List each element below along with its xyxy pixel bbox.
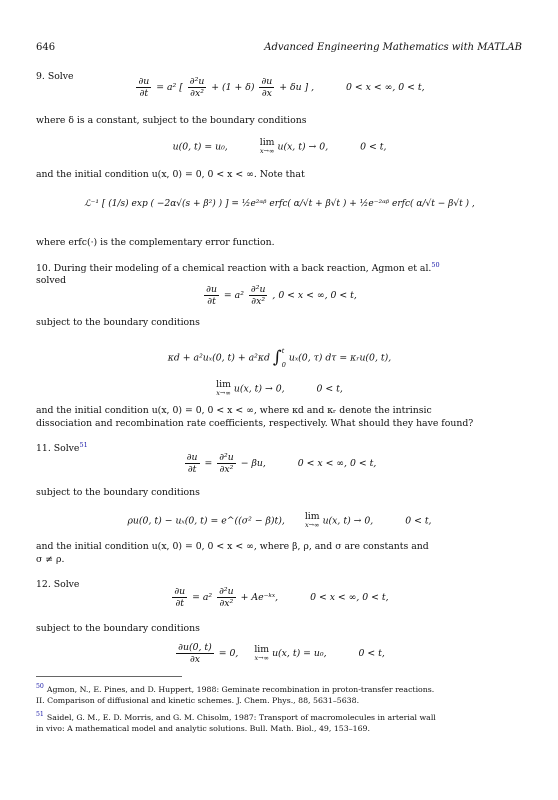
denominator: ∂x² <box>251 296 266 307</box>
problem-11-text-subject: subject to the boundary conditions <box>36 487 200 498</box>
limit <box>260 138 275 156</box>
problem-9-laplace <box>36 198 523 211</box>
footnote-50-line-1: Agmon, N., E. Pines, and D. Huppert, 1988: Geminate recombination in proton-transfer reactions. <box>46 685 435 694</box>
limit <box>254 645 269 663</box>
footnote-51 <box>36 712 523 734</box>
laplace-right: = ½e²ᵅᵝ erfc( α/√t + β√t ) + ½e⁻²ᵅᵝ erfc( α/√t − β√t ) , <box>231 199 475 209</box>
frac <box>176 642 214 665</box>
problem-10-text-subject: subject to the boundary conditions <box>36 317 200 328</box>
frac <box>136 76 151 99</box>
numerator: ∂u <box>174 586 186 597</box>
running-title: Advanced Engineering Mathematics with MATLAB <box>264 42 522 53</box>
lim-word: lim <box>254 643 270 655</box>
bc-term: 0 < t, <box>405 515 432 527</box>
bc-term: 0 < t, <box>360 141 387 153</box>
denominator: ∂x² <box>219 598 234 609</box>
problem-12-equation <box>36 586 523 612</box>
bc-term: u(x, t) → 0, <box>277 141 329 153</box>
footnote-mark-50: 50 <box>36 683 44 691</box>
eq-term: = a² <box>223 290 244 301</box>
lim-sub: x→∞ <box>304 521 320 529</box>
eq-term: − βu, <box>240 458 266 469</box>
eq-term: = <box>204 458 213 469</box>
eq-term: = a² [ <box>156 82 183 93</box>
bc-term: κd + a²uₓ(0, t) + a²κd <box>167 352 270 364</box>
limit <box>305 512 320 530</box>
footnote-ref-50[interactable]: 50 <box>431 260 440 269</box>
problem-10-text-ic-1: and the initial condition u(x, 0) = 0, 0 < x < ∞, where κd and κᵣ denote the intrinsic <box>36 405 432 416</box>
numerator: ∂u(0, t) <box>178 642 212 653</box>
frac <box>204 284 219 307</box>
problem-10-equation <box>36 284 523 310</box>
denominator: ∂x <box>261 88 272 99</box>
problem-9-text-erfc: where erfc(·) is the complementary error function. <box>36 237 275 248</box>
problem-10-bc2 <box>36 380 523 398</box>
bc-term: 0 < t, <box>316 383 343 395</box>
bc-term: u(x, t) → 0, <box>233 383 285 395</box>
frac <box>259 76 274 99</box>
denominator: ∂x² <box>190 88 204 99</box>
limit <box>216 380 231 398</box>
eq-domain: , 0 < x < ∞, 0 < t, <box>272 290 357 301</box>
numerator: ∂²u <box>219 452 234 463</box>
lim-sub: x→∞ <box>259 147 275 155</box>
lim-word: lim <box>259 137 275 148</box>
eq-term: + (1 + δ) <box>211 82 255 93</box>
bc-term: u(x, t) → 0, <box>322 515 374 527</box>
problem-12-boundary <box>36 642 523 668</box>
frac <box>188 76 207 99</box>
problem-10-bc1 <box>36 344 523 372</box>
lim-sub: x→∞ <box>254 653 269 662</box>
denominator: ∂t <box>139 88 149 99</box>
lim-word: lim <box>304 511 320 522</box>
bc-term: u(x, t) = u₀, <box>272 648 327 659</box>
problem-11-text-ic-2: σ ≠ ρ. <box>36 554 65 565</box>
numerator: ∂u <box>138 76 150 87</box>
integral-limits <box>282 344 286 372</box>
numerator: ∂²u <box>189 76 205 87</box>
eq-domain: 0 < x < ∞, 0 < t, <box>310 592 389 603</box>
eq-term: = a² <box>192 592 213 603</box>
page-number: 646 <box>36 42 56 53</box>
frac <box>185 452 200 475</box>
eq-domain: 0 < x < ∞, 0 < t, <box>297 458 377 469</box>
denominator: ∂x <box>189 654 201 665</box>
laplace-left: ℒ⁻¹ [ (1/s) exp ( −2α√(s + β²) ) ] <box>84 199 229 209</box>
numerator: ∂u <box>186 452 198 463</box>
problem-9-boundary <box>36 138 523 156</box>
problem-9-text-where: where δ is a constant, subject to the boundary conditions <box>36 115 307 126</box>
problem-11-intro: 11. Solve <box>36 443 80 454</box>
frac <box>217 586 236 609</box>
bc-term: = 0, <box>218 648 239 659</box>
problem-10-intro: 10. During their modeling of a chemical reaction with a back reaction, Agmon et al. <box>36 263 432 274</box>
numerator: ∂²u <box>250 284 266 295</box>
lim-word: lim <box>216 379 231 390</box>
footnote-50-line-2: II. Comparison of diffusional and kinetic schemes. J. Chem. Phys., 88, 5631–5638. <box>36 696 360 705</box>
int-upper: t <box>281 347 285 355</box>
lim-sub: x→∞ <box>216 389 231 397</box>
problem-9-label: 9. Solve <box>36 71 74 82</box>
eq-term: + Ae⁻ᵏˣ, <box>240 592 279 603</box>
problem-12-label: 12. Solve <box>36 579 80 590</box>
footnote-51-line-2: in vivo: A mathematical model and analytic solutions. Bull. Math. Biol., 49, 153–169. <box>36 724 370 733</box>
int-lower: 0 <box>281 361 286 369</box>
eq-term: + δu ] , <box>279 82 315 93</box>
denominator: ∂t <box>175 598 185 609</box>
numerator: ∂u <box>261 76 273 87</box>
problem-12-text-subject: subject to the boundary conditions <box>36 623 200 634</box>
frac <box>217 452 236 475</box>
denominator: ∂t <box>207 296 216 307</box>
footnote-rule <box>36 676 182 677</box>
eq-domain: 0 < x < ∞, 0 < t, <box>346 82 425 93</box>
problem-9-equation <box>36 76 523 102</box>
bc-term: u(0, t) = u₀, <box>172 141 228 153</box>
problem-11-boundary <box>36 512 523 530</box>
page-header <box>36 42 522 56</box>
problem-10-text-ic-2: dissociation and recombination rate coefficients, respectively. What should they have found? <box>36 418 474 429</box>
numerator: ∂u <box>206 284 217 295</box>
frac <box>249 284 268 307</box>
denominator: ∂x² <box>219 464 234 475</box>
bc-term: uₓ(0, τ) dτ = κᵣu(0, t), <box>288 352 392 364</box>
frac <box>172 586 187 609</box>
bc-term: 0 < t, <box>358 648 385 659</box>
problem-9-text-ic: and the initial condition u(x, 0) = 0, 0 < x < ∞. Note that <box>36 169 305 180</box>
footnote-50 <box>36 684 523 706</box>
footnote-mark-51: 51 <box>36 711 44 719</box>
bc-term: ρu(0, t) − uₓ(0, t) = e^((σ² − β)t), <box>127 515 285 527</box>
problem-10-label-cont: solved <box>36 275 67 286</box>
integral-sign: ∫ <box>272 347 282 368</box>
denominator: ∂t <box>187 464 197 475</box>
footnote-ref-51[interactable]: 51 <box>79 440 88 449</box>
footnote-51-line-1: Saidel, G. M., E. D. Morris, and G. M. Chisolm, 1987: Transport of macromolecules in arterial wall <box>46 713 436 722</box>
problem-11-text-ic-1: and the initial condition u(x, 0) = 0, 0 < x < ∞, where β, ρ, and σ are constants and <box>36 541 429 552</box>
numerator: ∂²u <box>219 586 234 597</box>
problem-11-equation <box>36 452 523 478</box>
